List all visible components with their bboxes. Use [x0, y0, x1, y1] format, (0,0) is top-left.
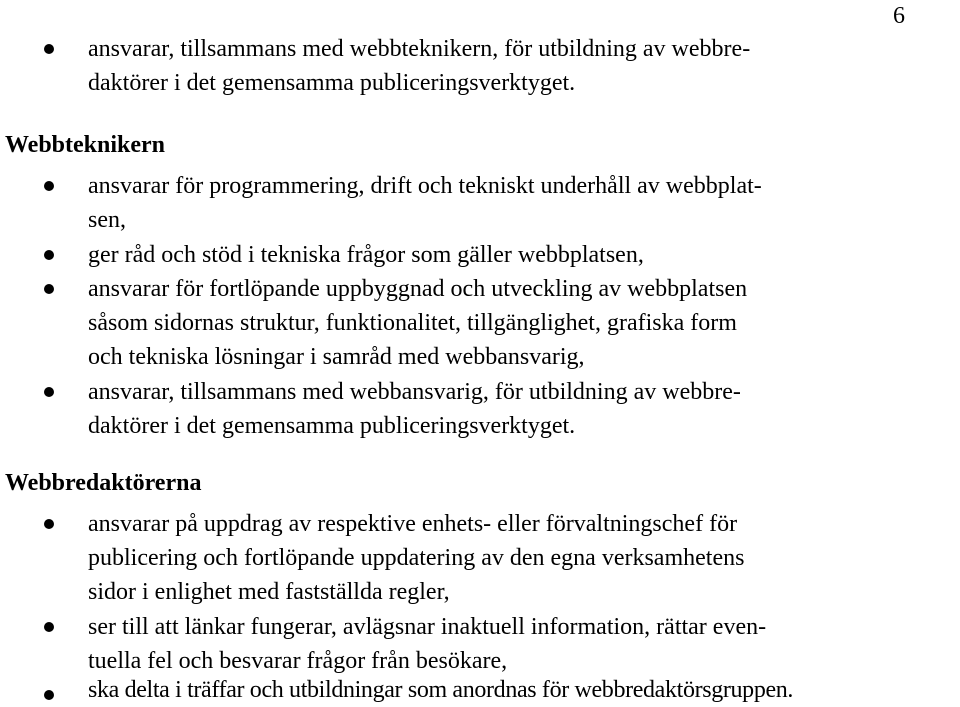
list-item-line: såsom sidornas struktur, funktionalitet, tillgänglighet, grafiska form — [88, 310, 737, 336]
list-item-line: ser till att länkar fungerar, avlägsnar inaktuell information, rättar even- — [88, 614, 767, 640]
bullet-icon — [44, 622, 54, 632]
bullet-icon — [44, 519, 54, 529]
section-heading-webbredaktorerna: Webbredaktörerna — [5, 470, 202, 496]
list-item-line: ansvarar för fortlöpande uppbyggnad och utveckling av webbplatsen — [88, 276, 748, 302]
list-item-line: ger råd och stöd i tekniska frågor som gäller webbplatsen, — [88, 242, 644, 268]
bullet-icon — [44, 284, 54, 294]
bullet-icon — [44, 181, 54, 191]
intro-line-2: daktörer i det gemensamma publiceringsverktyget. — [88, 70, 576, 96]
list-item-line: daktörer i det gemensamma publiceringsverktyget. — [88, 413, 576, 439]
bullet-icon — [44, 250, 54, 260]
list-item-line: publicering och fortlöpande uppdatering av den egna verksamhetens — [88, 545, 745, 571]
bullet-icon — [44, 387, 54, 397]
page-number: 6 — [893, 3, 905, 29]
list-item-line: sen, — [88, 207, 126, 233]
list-item-line: ansvarar för programmering, drift och tekniskt underhåll av webbplat- — [88, 173, 762, 199]
section-heading-webbteknikern: Webbteknikern — [5, 132, 166, 158]
list-item-line: ansvarar på uppdrag av respektive enhets- eller förvaltningschef för — [88, 511, 738, 537]
bullet-icon — [44, 690, 54, 700]
intro-line-1: ansvarar, tillsammans med webbteknikern, för utbildning av webbre- — [88, 36, 751, 62]
list-item-line: tuella fel och besvarar frågor från besökare, — [88, 648, 508, 674]
list-item-line: ansvarar, tillsammans med webbansvarig, för utbildning av webbre- — [88, 379, 741, 405]
list-item-line: och tekniska lösningar i samråd med webbansvarig, — [88, 344, 585, 370]
list-item-line: ska delta i träffar och utbildningar som anordnas för webbredaktörsgruppen. — [88, 677, 794, 703]
list-item-line: sidor i enlighet med fastställda regler, — [88, 579, 450, 605]
bullet-icon — [44, 44, 54, 54]
